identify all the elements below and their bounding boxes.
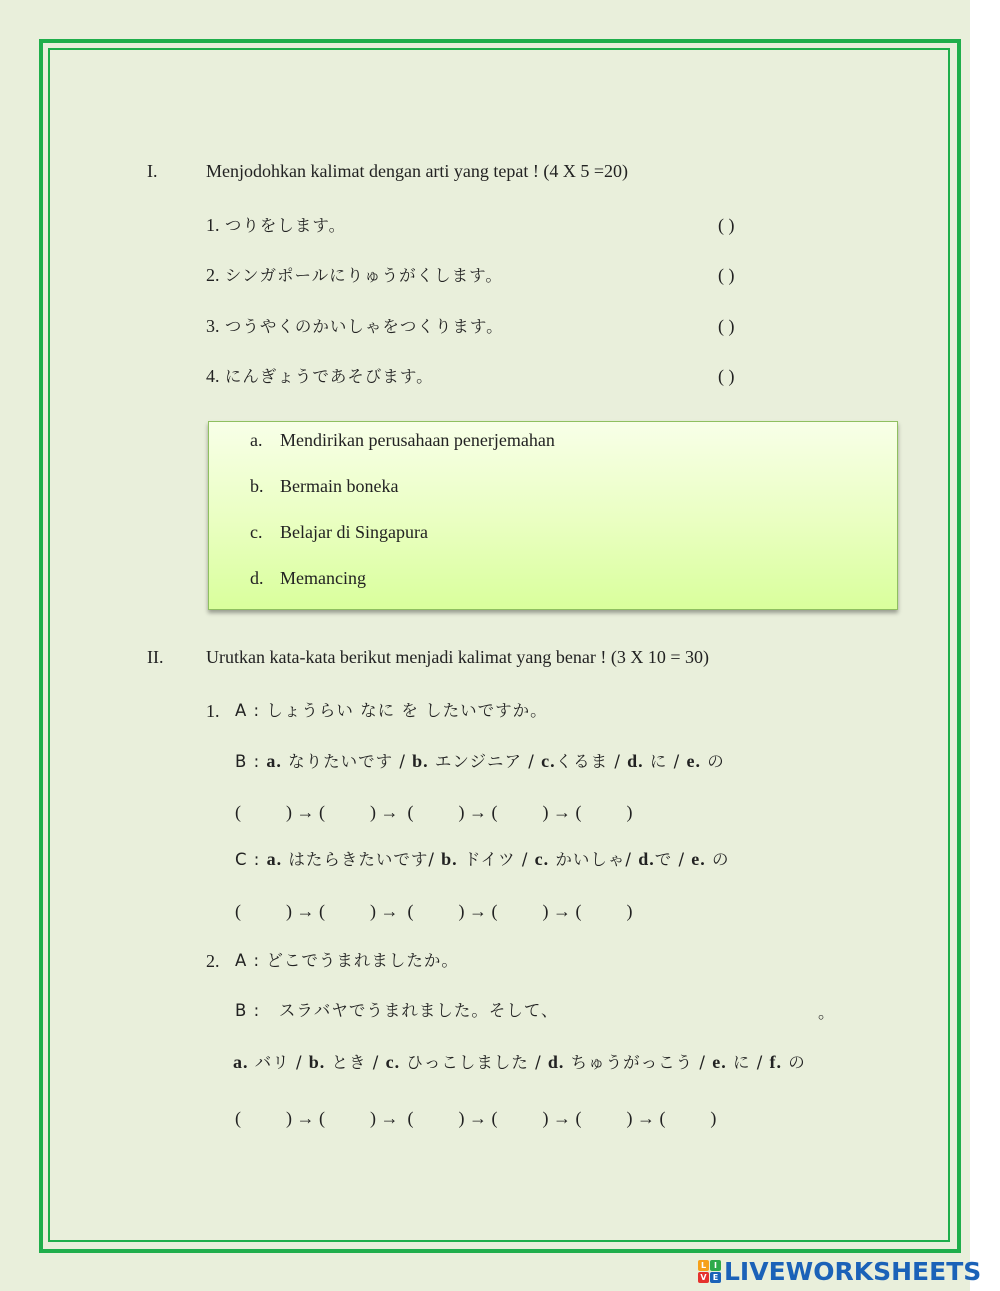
question-2-2-answer[interactable]: ( ) → ( ) → ( ) → ( ) → ( ) → ( ) bbox=[235, 1108, 717, 1128]
option-b-text: Bermain boneka bbox=[280, 476, 399, 496]
section-2-number: II. bbox=[147, 647, 164, 667]
option-c-letter: c. bbox=[250, 522, 263, 542]
question-2-2-b-end: 。 bbox=[818, 1003, 836, 1022]
question-1-2: 2. シンガポールにりゅうがくします。 bbox=[206, 265, 503, 285]
question-2-2-b-line: B : スラバヤでうまれました。そして、 bbox=[235, 1001, 559, 1020]
option-d-text: Memancing bbox=[280, 568, 366, 588]
option-b-letter: b. bbox=[250, 476, 264, 496]
question-1-1-text: つりをします。 bbox=[224, 216, 347, 235]
answer-blank-1-2[interactable]: ( ) bbox=[718, 265, 735, 285]
question-2-1-b-line: B : a. なりたいです / b. エンジニア / c.くるま / d. に / e. の bbox=[235, 751, 725, 771]
answer-blank-1-3[interactable]: ( ) bbox=[718, 316, 735, 336]
question-1-3: 3. つうやくのかいしゃをつくります。 bbox=[206, 316, 504, 336]
question-1-3-text: つうやくのかいしゃをつくります。 bbox=[224, 317, 504, 336]
answer-blank-1-4[interactable]: ( ) bbox=[718, 366, 735, 386]
question-1-4: 4. にんぎょうであそびます。 bbox=[206, 366, 434, 386]
question-2-1-c-line: C : a. はたらきたいです/ b. ドイツ / c. かいしゃ/ d.で / e. の bbox=[235, 849, 730, 869]
option-d-letter: d. bbox=[250, 568, 264, 588]
question-2-2-number: 2. bbox=[206, 951, 220, 971]
question-1-2-text: シンガポールにりゅうがくします。 bbox=[224, 266, 503, 285]
answer-blank-1-1[interactable]: ( ) bbox=[718, 215, 735, 235]
option-a-text: Mendirikan perusahaan penerjemahan bbox=[280, 430, 555, 450]
question-2-1-b-answer[interactable]: ( ) → ( ) → ( ) → ( ) → ( ) bbox=[235, 802, 633, 822]
section-2-instruction: Urutkan kata-kata berikut menjadi kalimat yang benar ! (3 X 10 = 30) bbox=[206, 647, 709, 667]
section-1-number: I. bbox=[147, 161, 158, 181]
question-2-2-parts: a. バリ / b. とき / c. ひっこしました / d. ちゅうがっこう / e. に / f. の bbox=[233, 1052, 806, 1072]
question-2-2-a-line: A : どこでうまれましたか。 bbox=[235, 951, 459, 970]
question-1-4-text: にんぎょうであそびます。 bbox=[224, 367, 434, 386]
option-c-text: Belajar di Singapura bbox=[280, 522, 428, 542]
option-a-letter: a. bbox=[250, 430, 263, 450]
logo-text: LIVEWORKSHEETS bbox=[724, 1256, 982, 1286]
question-1-1: 1. つりをします。 bbox=[206, 215, 347, 235]
liveworksheets-logo bbox=[698, 1256, 981, 1286]
question-2-1-c-answer[interactable]: ( ) → ( ) → ( ) → ( ) → ( ) bbox=[235, 901, 633, 921]
question-2-1-number: 1. bbox=[206, 701, 220, 721]
live-grid-icon: L I V E bbox=[698, 1260, 721, 1283]
question-2-1-a-line: A : しょうらい なに を したいですか。 bbox=[235, 701, 548, 720]
section-1-instruction: Menjodohkan kalimat dengan arti yang tepat ! (4 X 5 =20) bbox=[206, 161, 629, 181]
